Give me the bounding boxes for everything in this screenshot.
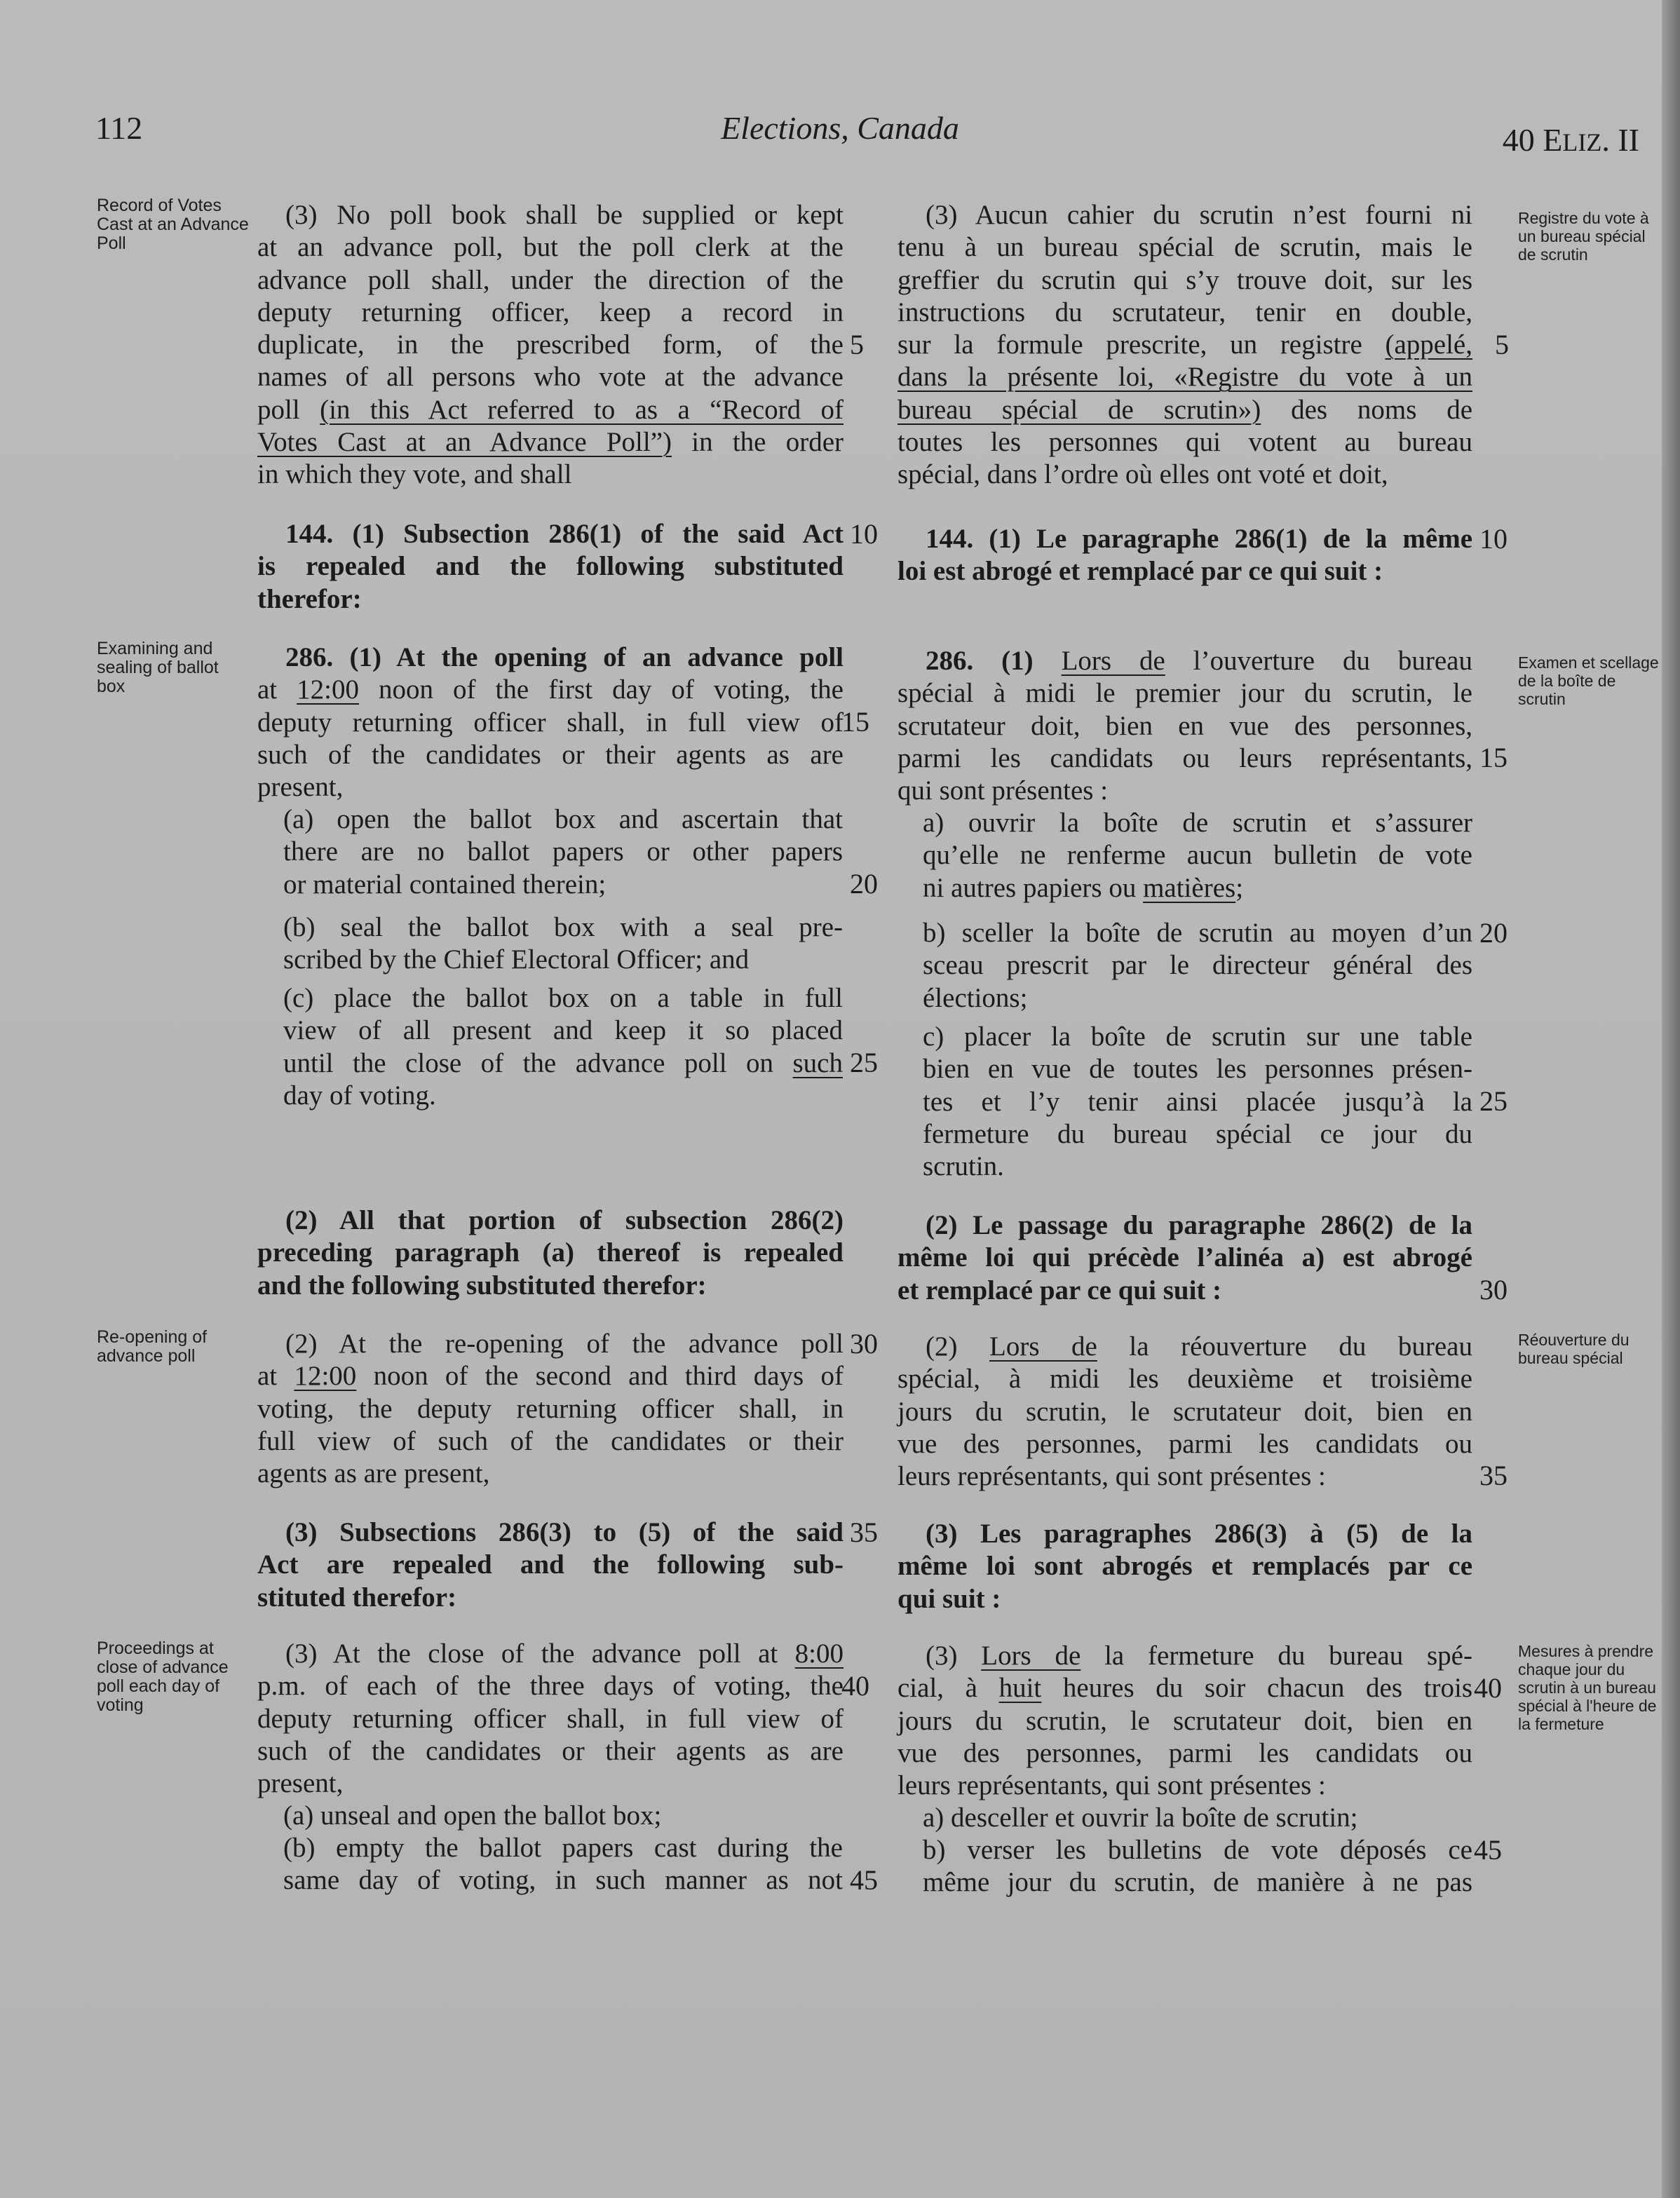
amended-text-underline: Lors de [981, 1641, 1081, 1671]
french-subsection-3-fermeture: (3) Lors de la fermeture du bureau spé- cial, à huit heures du soir chacun des trois jours du scrutin, le scrutateur doit, bien en vue des personnes, parmi les candidats ou leurs représentants, qui sont présentes : [897, 1641, 1472, 1801]
english-subclause-3-heading: (3) Subsections 286(3) to (5) of the said Act are repealed and the following sub- stituted therefor: [257, 1517, 844, 1613]
french-paragraph-b: b) sceller la boîte de scrutin au moyen d’un sceau prescrit par le directeur général des élections; [923, 918, 1472, 1013]
french-subclause-2-heading: (2) Le passage du paragraphe 286(2) de la même loi qui précède l’alinéa a) est abrogé et remplacé par ce qui suit : [897, 1210, 1472, 1305]
french-subsection-3-alinea-a: a) desceller et ouvrir la boîte de scrutin; [923, 1803, 1358, 1833]
amended-text-underline: 12:00 [294, 1361, 357, 1392]
english-paragraph-c: (c) place the ballot box on a table in full view of all present and keep it so placed until the close of the advance poll on such day of voting. [283, 983, 843, 1111]
french-subsection-2-reouverture: (2) Lors de la réouverture du bureau spécial, à midi les deuxième et troisième jours du scrutin, le scrutateur doit, bien en vue des personnes, parmi les candidats ou leurs représentants, qui sont présentes : [897, 1331, 1472, 1492]
line-number: 45 [850, 1864, 878, 1896]
amended-text-underline: dans la présente loi, «Registre du vote à un [897, 362, 1472, 393]
margin-note-reopening: Re-opening of advance poll [97, 1327, 208, 1366]
english-subsection-3-paragraph-a: (a) unseal and open the ballot box; [283, 1800, 662, 1831]
english-paragraph-a: (a) open the ballot box and ascertain that there are no ballot papers or other papers or material contained therein; [283, 804, 843, 900]
amended-text-underline: Lors de [989, 1331, 1097, 1362]
amended-text-underline: 8:00 [794, 1639, 844, 1669]
margin-note-mesures-fermeture: Mesures à prendre chaque jour du scrutin à un bureau spécial à l'heure de la fermeture [1518, 1642, 1657, 1733]
english-subsection-3-text: (3) No poll book shall be supplied or kept at an advance poll, but the poll clerk at the advance poll shall, under the direction of the deputy returning officer, keep a record in duplicate, in the prescribed form, of the names of all persons who vote at the advance poll (in this Act referred to as a “Record of Votes Cast at an Advance Poll”) in the order in which they vote, and shall [257, 200, 844, 490]
line-number: 5 [850, 329, 864, 360]
amended-text-underline: Votes Cast at an Advance Poll”) [257, 427, 672, 458]
session-reference: 40 ELIZ. II [1502, 122, 1639, 158]
french-clause-144-heading: 144. (1) Le paragraphe 286(1) de la même loi est abrogé et remplacé par ce qui suit : [897, 524, 1472, 587]
line-number: 25 [850, 1047, 878, 1078]
english-section-286-1: 286. (1) At the opening of an advance poll at 12:00 noon of the first day of voting, the deputy returning officer shall, in full view of such of the candidates or their agents as are present, [257, 642, 844, 803]
line-number: 15 [1479, 742, 1508, 773]
margin-note-examen-scellage: Examen et scellage de la boîte de scrutin [1518, 653, 1659, 708]
amended-text-underline: bureau spécial de scrutin») [897, 394, 1261, 425]
line-number: 30 [1479, 1274, 1508, 1305]
line-number: 10 [850, 518, 878, 550]
line-number: 15 [841, 706, 869, 738]
line-number: 45 [1474, 1834, 1502, 1866]
french-subsection-3-text: (3) Aucun cahier du scrutin n’est fourni ni tenu à un bureau spécial de scrutin, mais le greffier du scrutin qui s’y trouve doit, sur les instructions du scrutateur, tenir en double, sur la formule prescrite, un registre (appelé, dans la présente loi, «Registre du vote à un bureau spécial de scrutin») des noms de toutes les personnes qui votent au bureau spécial, dans l’ordre où elles ont voté et doit, [897, 200, 1472, 490]
running-title: Elections, Canada [721, 110, 959, 146]
line-number: 35 [1479, 1460, 1508, 1491]
french-subsection-3-alinea-b: b) verser les bulletins de vote déposés ce même jour du scrutin, de manière à ne pas [923, 1835, 1472, 1898]
margin-note-proceedings-close: Proceedings at close of advance poll each day of voting [97, 1639, 229, 1715]
french-paragraph-a: a) ouvrir la boîte de scrutin et s’assurer qu’elle ne renferme aucun bulletin de vote ni autres papiers ou matières; [923, 808, 1472, 903]
line-number: 20 [1479, 917, 1508, 949]
line-number: 30 [850, 1328, 878, 1359]
line-number: 20 [850, 868, 878, 900]
margin-note-registre-du-vote: Registre du vote à un bureau spécial de scrutin [1518, 209, 1649, 264]
line-number: 35 [850, 1517, 878, 1548]
amended-text-underline: (appelé, [1385, 330, 1472, 360]
amended-text-underline: huit [998, 1673, 1042, 1704]
line-number: 40 [841, 1670, 869, 1702]
line-number: 25 [1479, 1085, 1508, 1117]
page-number: 112 [95, 110, 143, 146]
amended-text-underline: matières [1143, 872, 1236, 903]
margin-note-record-of-votes: Record of Votes Cast at an Advance Poll [97, 196, 249, 253]
french-section-286-1: 286. (1) Lors de l’ouverture du bureau spécial à midi le premier jour du scrutin, le scrutateur doit, bien en vue des personnes, parmi les candidats ou leurs représentants, qui sont présentes : [897, 646, 1472, 806]
english-subclause-2-heading: (2) All that portion of subsection 286(2) preceding paragraph (a) thereof is repealed and the following substituted therefor: [257, 1205, 844, 1301]
line-number: 10 [1479, 523, 1508, 555]
page-edge-shadow [1662, 0, 1680, 2198]
english-paragraph-b: (b) seal the ballot box with a seal pre- scribed by the Chief Electoral Officer; and [283, 912, 843, 975]
amended-text-underline: Lors de [1061, 646, 1165, 676]
english-subsection-3-close: (3) At the close of the advance poll at 8:00 p.m. of each of the three days of voting, the deputy returning officer shall, in full view of such of the candidates or their agents as are present, [257, 1639, 844, 1799]
line-number: 40 [1474, 1672, 1502, 1704]
amended-text-underline: (in this Act referred to as a “Record of [320, 394, 844, 425]
line-number: 5 [1495, 329, 1509, 360]
amended-text-underline: such [792, 1047, 843, 1078]
english-subsection-2-reopening: (2) At the re-opening of the advance poll at 12:00 noon of the second and third days of voting, the deputy returning officer shall, in full view of such of the candidates or their agents as are present, [257, 1329, 844, 1489]
margin-note-examining-sealing: Examining and sealing of ballot box [97, 639, 219, 696]
margin-note-reouverture: Réouverture du bureau spécial [1518, 1331, 1630, 1367]
french-subclause-3-heading: (3) Les paragraphes 286(3) à (5) de la même loi sont abrogés et remplacés par ce qui suit : [897, 1519, 1472, 1614]
french-paragraph-c: c) placer la boîte de scrutin sur une table bien en vue de toutes les personnes présen- tes et l’y tenir ainsi placée jusqu’à la fermeture du bureau spécial ce jour du scrutin. [923, 1022, 1472, 1182]
english-subsection-3-paragraph-b: (b) empty the ballot papers cast during the same day of voting, in such manner as not [283, 1833, 843, 1896]
english-clause-144-heading: 144. (1) Subsection 286(1) of the said Act is repealed and the following substituted therefor: [257, 519, 844, 614]
amended-text-underline: 12:00 [297, 674, 360, 705]
